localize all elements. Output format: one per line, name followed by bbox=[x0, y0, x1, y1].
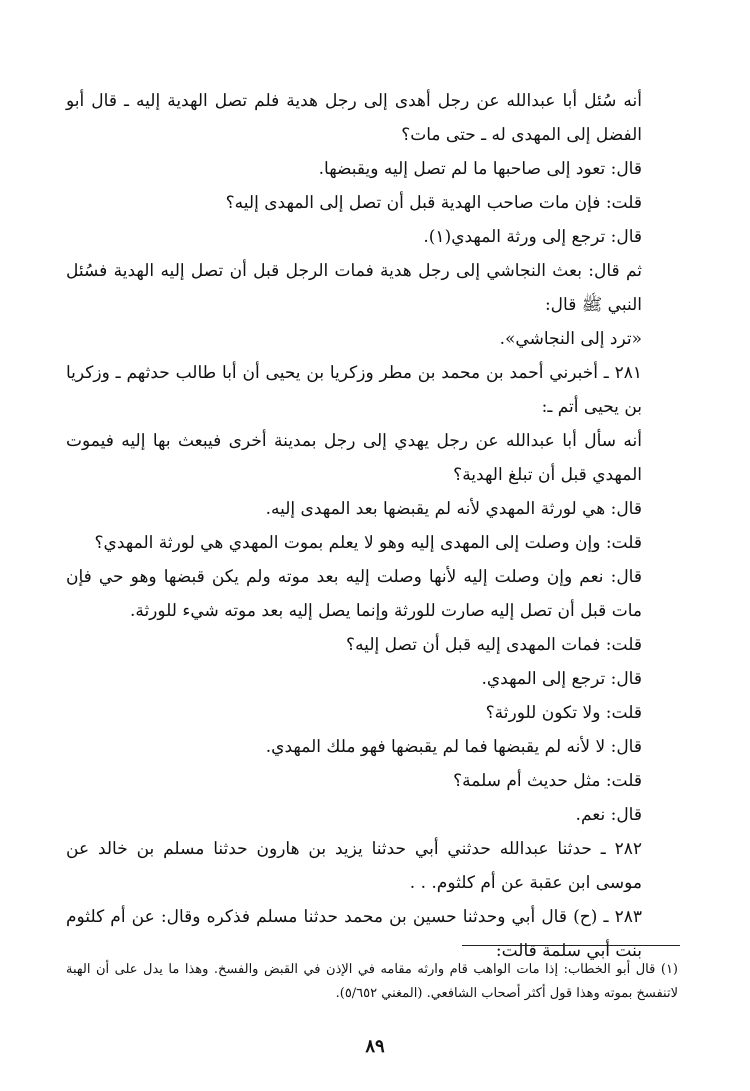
paragraph: قلت: وإن وصلت إلى المهدى إليه وهو لا يعلم بموت المهدي هي لورثة المهدي؟ bbox=[94, 533, 642, 553]
paragraph: قال: نعم. bbox=[575, 805, 642, 825]
page-number: ٨٩ bbox=[365, 1036, 385, 1057]
paragraph: ٢٨١ ـ أخبرني أحمد بن محمد بن مطر وزكريا بن يحيى أن أبا طالب حدثهم ـ وزكريا بن يحيى أتم ـ: bbox=[66, 363, 642, 417]
paragraph: أنه سأل أبا عبدالله عن رجل يهدي إلى رجل بمدينة أخرى فيبعث بها إليه فيموت المهدي قبل أن تبلغ الهدية؟ bbox=[66, 431, 642, 485]
paragraph: قلت: فإن مات صاحب الهدية قبل أن تصل إلى المهدى إليه؟ bbox=[225, 193, 642, 213]
paragraph: أنه سُئل أبا عبدالله عن رجل أهدى إلى رجل هدية فلم تصل الهدية إليه ـ قال أبو الفضل إلى المهدى له ـ حتى مات؟ bbox=[66, 91, 642, 145]
paragraph: قلت: ولا تكون للورثة؟ bbox=[485, 703, 642, 723]
paragraph: قلت: فمات المهدى إليه قبل أن تصل إليه؟ bbox=[346, 635, 642, 655]
paragraph: قال: لا لأنه لم يقبضها فما لم يقبضها فهو ملك المهدي. bbox=[265, 737, 642, 757]
paragraph: «ترد إلى النجاشي». bbox=[499, 329, 642, 349]
footnote-divider bbox=[462, 945, 680, 946]
paragraph: ٢٨٣ ـ (ح) قال أبي وحدثنا حسين بن محمد حدثنا مسلم فذكره وقال: عن أم كلثوم بنت أبي سلمة قالت: bbox=[66, 907, 642, 961]
paragraph: قال: هي لورثة المهدي لأنه لم يقبضها بعد المهدى إليه. bbox=[265, 499, 642, 519]
paragraph: قلت: مثل حديث أم سلمة؟ bbox=[453, 771, 642, 791]
paragraph: قال: ترجع إلى ورثة المهدي(١). bbox=[423, 227, 642, 247]
body-text bbox=[66, 84, 678, 968]
footnote: (١) قال أبو الخطاب: إذا مات الواهب قام وارثه مقامه في الإذن في القبض والفسخ. وهذا ما يدل على أن الهبة لاتنفسخ بموته وهذا قول أكثر أصحاب الشافعي. (المغني ٥/٦٥٢). bbox=[66, 962, 678, 1001]
paragraph: قال: نعم وإن وصلت إليه لأنها وصلت إليه بعد موته ولم يكن قبضها وهو حي فإن مات قبل أن تصل إليه صارت للورثة وإنما يصل إليه بعد موته شيء للورثة. bbox=[66, 567, 642, 621]
paragraph: قال: ترجع إلى المهدي. bbox=[481, 669, 642, 689]
paragraph: ٢٨٢ ـ حدثنا عبدالله حدثني أبي حدثنا يزيد بن هارون حدثنا مسلم بن خالد عن موسى ابن عقبة عن أم كلثوم. . . bbox=[66, 839, 642, 893]
paragraph: قال: تعود إلى صاحبها ما لم تصل إليه ويقبضها. bbox=[318, 159, 642, 179]
paragraph: ثم قال: بعث النجاشي إلى رجل هدية فمات الرجل قبل أن تصل إليه الهدية فسُئل النبي ﷺ قال: bbox=[66, 261, 642, 315]
